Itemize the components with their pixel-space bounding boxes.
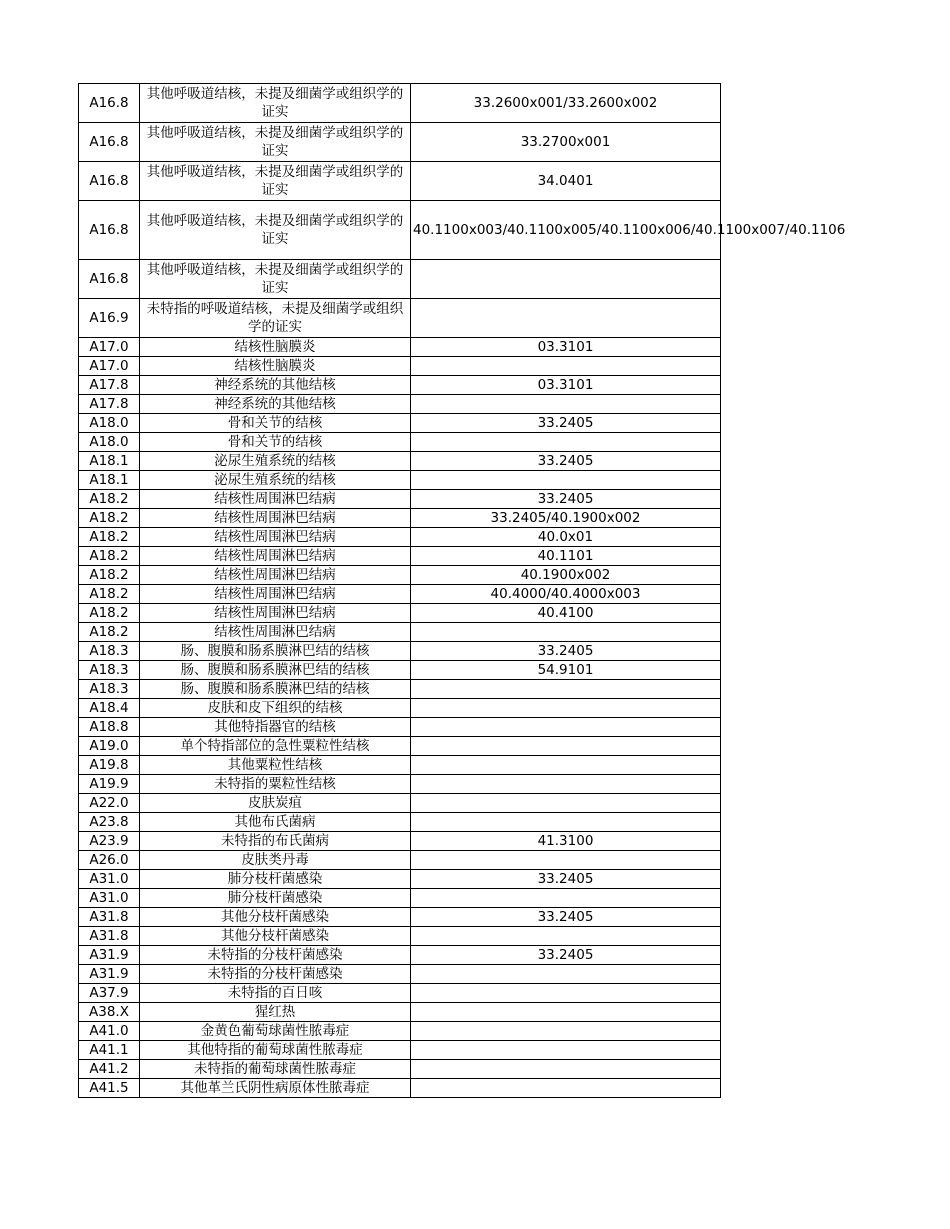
procedure-code-cell: 54.9101	[411, 661, 721, 680]
procedure-code-cell	[411, 1041, 721, 1060]
diagnosis-name-cell: 其他呼吸道结核，未提及细菌学或组织学的证实	[140, 260, 411, 299]
diagnosis-name-cell: 皮肤炭疽	[140, 794, 411, 813]
table-row	[79, 718, 721, 737]
procedure-code-cell	[411, 623, 721, 642]
diagnosis-name-cell: 其他呼吸道结核，未提及细菌学或组织学的证实	[140, 162, 411, 201]
table-row	[79, 661, 721, 680]
table-row	[79, 376, 721, 395]
diagnosis-name-cell: 泌尿生殖系统的结核	[140, 471, 411, 490]
procedure-code-cell	[411, 1022, 721, 1041]
table-row	[79, 414, 721, 433]
diagnosis-name-cell: 未特指的分枝杆菌感染	[140, 965, 411, 984]
diagnosis-code-cell: A26.0	[79, 851, 140, 870]
table-row	[79, 585, 721, 604]
table-row	[79, 965, 721, 984]
diagnosis-name-cell: 其他革兰氏阴性病原体性脓毒症	[140, 1079, 411, 1098]
table-row	[79, 547, 721, 566]
table-row	[79, 162, 721, 201]
diagnosis-code-cell: A18.2	[79, 566, 140, 585]
procedure-code-cell: 03.3101	[411, 338, 721, 357]
diagnosis-code-cell: A22.0	[79, 794, 140, 813]
procedure-code-cell: 40.1900x002	[411, 566, 721, 585]
diagnosis-code-cell: A17.8	[79, 395, 140, 414]
table-row	[79, 775, 721, 794]
diagnosis-code-cell: A18.2	[79, 528, 140, 547]
procedure-code-cell	[411, 357, 721, 376]
procedure-code-cell	[411, 813, 721, 832]
table-row	[79, 1079, 721, 1098]
table-row	[79, 1022, 721, 1041]
diagnosis-code-cell: A18.2	[79, 623, 140, 642]
procedure-code-cell: 33.2405/40.1900x002	[411, 509, 721, 528]
table-row	[79, 471, 721, 490]
diagnosis-name-cell: 结核性周围淋巴结病	[140, 509, 411, 528]
diagnosis-code-cell: A31.0	[79, 889, 140, 908]
table-row	[79, 201, 721, 260]
diagnosis-name-cell: 金黄色葡萄球菌性脓毒症	[140, 1022, 411, 1041]
diagnosis-code-cell: A18.2	[79, 604, 140, 623]
diagnosis-name-cell: 其他特指的葡萄球菌性脓毒症	[140, 1041, 411, 1060]
procedure-code-cell	[411, 699, 721, 718]
procedure-code-cell: 33.2405	[411, 908, 721, 927]
procedure-code-cell	[411, 737, 721, 756]
procedure-code-cell: 33.2405	[411, 414, 721, 433]
diagnosis-code-cell: A31.0	[79, 870, 140, 889]
table-row	[79, 927, 721, 946]
diagnosis-code-cell: A37.9	[79, 984, 140, 1003]
procedure-code-cell	[411, 680, 721, 699]
diagnosis-code-cell: A18.1	[79, 452, 140, 471]
diagnosis-name-cell: 未特指的葡萄球菌性脓毒症	[140, 1060, 411, 1079]
table-row	[79, 338, 721, 357]
diagnosis-name-cell: 皮肤和皮下组织的结核	[140, 699, 411, 718]
procedure-code-cell	[411, 395, 721, 414]
diagnosis-code-cell: A18.3	[79, 680, 140, 699]
diagnosis-code-cell: A18.3	[79, 642, 140, 661]
diagnosis-name-cell: 结核性周围淋巴结病	[140, 566, 411, 585]
table-row	[79, 851, 721, 870]
table-row	[79, 737, 721, 756]
diagnosis-code-cell: A18.2	[79, 585, 140, 604]
diagnosis-code-cell: A31.8	[79, 927, 140, 946]
table-row	[79, 528, 721, 547]
table-row	[79, 870, 721, 889]
diagnosis-name-cell: 结核性周围淋巴结病	[140, 585, 411, 604]
code-table-body	[79, 84, 846, 1098]
procedure-code-cell	[411, 794, 721, 813]
diagnosis-name-cell: 未特指的百日咳	[140, 984, 411, 1003]
diagnosis-code-cell: A41.2	[79, 1060, 140, 1079]
procedure-code-cell	[411, 471, 721, 490]
diagnosis-code-cell: A18.3	[79, 661, 140, 680]
diagnosis-code-cell: A31.9	[79, 965, 140, 984]
table-row	[79, 984, 721, 1003]
diagnosis-name-cell: 肺分枝杆菌感染	[140, 870, 411, 889]
procedure-code-cell	[411, 927, 721, 946]
diagnosis-name-cell: 骨和关节的结核	[140, 414, 411, 433]
table-row	[79, 1003, 721, 1022]
diagnosis-name-cell: 其他呼吸道结核，未提及细菌学或组织学的证实	[140, 123, 411, 162]
procedure-code-cell: 33.2405	[411, 452, 721, 471]
diagnosis-code-cell: A41.5	[79, 1079, 140, 1098]
diagnosis-code-cell: A18.2	[79, 490, 140, 509]
diagnosis-name-cell: 皮肤类丹毒	[140, 851, 411, 870]
diagnosis-name-cell: 肠、腹膜和肠系膜淋巴结的结核	[140, 642, 411, 661]
procedure-code-cell: 33.2600x001/33.2600x002	[411, 84, 721, 123]
table-row	[79, 260, 721, 299]
diagnosis-name-cell: 结核性脑膜炎	[140, 357, 411, 376]
diagnosis-name-cell: 猩红热	[140, 1003, 411, 1022]
diagnosis-code-cell: A41.0	[79, 1022, 140, 1041]
diagnosis-code-cell: A18.1	[79, 471, 140, 490]
procedure-code-cell	[411, 433, 721, 452]
table-row	[79, 490, 721, 509]
table-row	[79, 642, 721, 661]
table-row	[79, 813, 721, 832]
diagnosis-name-cell: 其他粟粒性结核	[140, 756, 411, 775]
diagnosis-name-cell: 其他呼吸道结核，未提及细菌学或组织学的证实	[140, 201, 411, 260]
procedure-code-cell	[411, 1079, 721, 1098]
diagnosis-code-cell: A16.8	[79, 123, 140, 162]
diagnosis-name-cell: 神经系统的其他结核	[140, 395, 411, 414]
table-row	[79, 680, 721, 699]
table-row	[79, 433, 721, 452]
diagnosis-code-cell: A17.0	[79, 357, 140, 376]
diagnosis-name-cell: 结核性脑膜炎	[140, 338, 411, 357]
diagnosis-name-cell: 其他布氏菌病	[140, 813, 411, 832]
table-row	[79, 756, 721, 775]
table-row	[79, 509, 721, 528]
diagnosis-name-cell: 泌尿生殖系统的结核	[140, 452, 411, 471]
diagnosis-name-cell: 未特指的粟粒性结核	[140, 775, 411, 794]
table-row	[79, 889, 721, 908]
procedure-code-cell: 33.2405	[411, 642, 721, 661]
procedure-code-cell	[411, 889, 721, 908]
code-table	[78, 83, 846, 1098]
procedure-code-cell: 33.2405	[411, 490, 721, 509]
table-row	[79, 84, 721, 123]
diagnosis-code-cell: A16.9	[79, 299, 140, 338]
procedure-code-cell: 40.4100	[411, 604, 721, 623]
table-row	[79, 1060, 721, 1079]
diagnosis-code-cell: A19.8	[79, 756, 140, 775]
procedure-code-cell	[411, 756, 721, 775]
procedure-code-cell: 33.2405	[411, 946, 721, 965]
diagnosis-code-cell: A16.8	[79, 260, 140, 299]
diagnosis-code-cell: A18.0	[79, 414, 140, 433]
diagnosis-name-cell: 结核性周围淋巴结病	[140, 604, 411, 623]
table-row	[79, 452, 721, 471]
table-row	[79, 908, 721, 927]
diagnosis-name-cell: 其他呼吸道结核，未提及细菌学或组织学的证实	[140, 84, 411, 123]
diagnosis-name-cell: 肠、腹膜和肠系膜淋巴结的结核	[140, 661, 411, 680]
diagnosis-code-cell: A18.8	[79, 718, 140, 737]
procedure-code-cell	[411, 1060, 721, 1079]
diagnosis-name-cell: 结核性周围淋巴结病	[140, 623, 411, 642]
diagnosis-name-cell: 肺分枝杆菌感染	[140, 889, 411, 908]
table-row	[79, 357, 721, 376]
diagnosis-code-cell: A19.9	[79, 775, 140, 794]
table-row	[79, 123, 721, 162]
table-row	[79, 1041, 721, 1060]
diagnosis-code-cell: A16.8	[79, 84, 140, 123]
procedure-code-cell: 40.0x01	[411, 528, 721, 547]
procedure-code-cell: 40.4000/40.4000x003	[411, 585, 721, 604]
diagnosis-name-cell: 未特指的呼吸道结核，未提及细菌学或组织学的证实	[140, 299, 411, 338]
table-row	[79, 794, 721, 813]
diagnosis-name-cell: 其他分枝杆菌感染	[140, 927, 411, 946]
diagnosis-code-cell: A17.8	[79, 376, 140, 395]
table-row	[79, 699, 721, 718]
procedure-code-cell: 03.3101	[411, 376, 721, 395]
procedure-code-cell	[411, 984, 721, 1003]
table-row	[79, 299, 721, 338]
diagnosis-name-cell: 单个特指部位的急性粟粒性结核	[140, 737, 411, 756]
procedure-code-cell	[411, 1003, 721, 1022]
diagnosis-code-cell: A41.1	[79, 1041, 140, 1060]
diagnosis-code-cell: A18.4	[79, 699, 140, 718]
procedure-code-cell: 33.2700x001	[411, 123, 721, 162]
table-row	[79, 566, 721, 585]
procedure-code-cell: 34.0401	[411, 162, 721, 201]
procedure-code-cell	[411, 299, 721, 338]
diagnosis-name-cell: 骨和关节的结核	[140, 433, 411, 452]
table-row	[79, 623, 721, 642]
table-row	[79, 604, 721, 623]
procedure-code-cell	[411, 851, 721, 870]
diagnosis-name-cell: 结核性周围淋巴结病	[140, 547, 411, 566]
procedure-code-cell: 40.1101	[411, 547, 721, 566]
diagnosis-code-cell: A16.8	[79, 162, 140, 201]
diagnosis-code-cell: A18.2	[79, 547, 140, 566]
diagnosis-code-cell: A18.0	[79, 433, 140, 452]
procedure-code-cell: 40.1100x003/40.1100x005/40.1100x006/40.1100x007/40.1106	[411, 201, 721, 260]
procedure-code-cell: 33.2405	[411, 870, 721, 889]
diagnosis-code-cell: A31.9	[79, 946, 140, 965]
diagnosis-code-cell: A23.8	[79, 813, 140, 832]
diagnosis-code-cell: A18.2	[79, 509, 140, 528]
diagnosis-name-cell: 肠、腹膜和肠系膜淋巴结的结核	[140, 680, 411, 699]
diagnosis-code-cell: A38.X	[79, 1003, 140, 1022]
table-row	[79, 946, 721, 965]
procedure-code-cell: 41.3100	[411, 832, 721, 851]
diagnosis-code-cell: A31.8	[79, 908, 140, 927]
table-row	[79, 395, 721, 414]
procedure-code-cell	[411, 718, 721, 737]
diagnosis-name-cell: 未特指的分枝杆菌感染	[140, 946, 411, 965]
diagnosis-code-cell: A16.8	[79, 201, 140, 260]
diagnosis-name-cell: 未特指的布氏菌病	[140, 832, 411, 851]
diagnosis-code-cell: A19.0	[79, 737, 140, 756]
diagnosis-name-cell: 神经系统的其他结核	[140, 376, 411, 395]
diagnosis-name-cell: 其他特指器官的结核	[140, 718, 411, 737]
diagnosis-name-cell: 结核性周围淋巴结病	[140, 490, 411, 509]
diagnosis-code-cell: A17.0	[79, 338, 140, 357]
table-row	[79, 832, 721, 851]
diagnosis-name-cell: 其他分枝杆菌感染	[140, 908, 411, 927]
diagnosis-name-cell: 结核性周围淋巴结病	[140, 528, 411, 547]
diagnosis-code-cell: A23.9	[79, 832, 140, 851]
procedure-code-cell	[411, 260, 721, 299]
procedure-code-cell	[411, 965, 721, 984]
procedure-code-cell	[411, 775, 721, 794]
